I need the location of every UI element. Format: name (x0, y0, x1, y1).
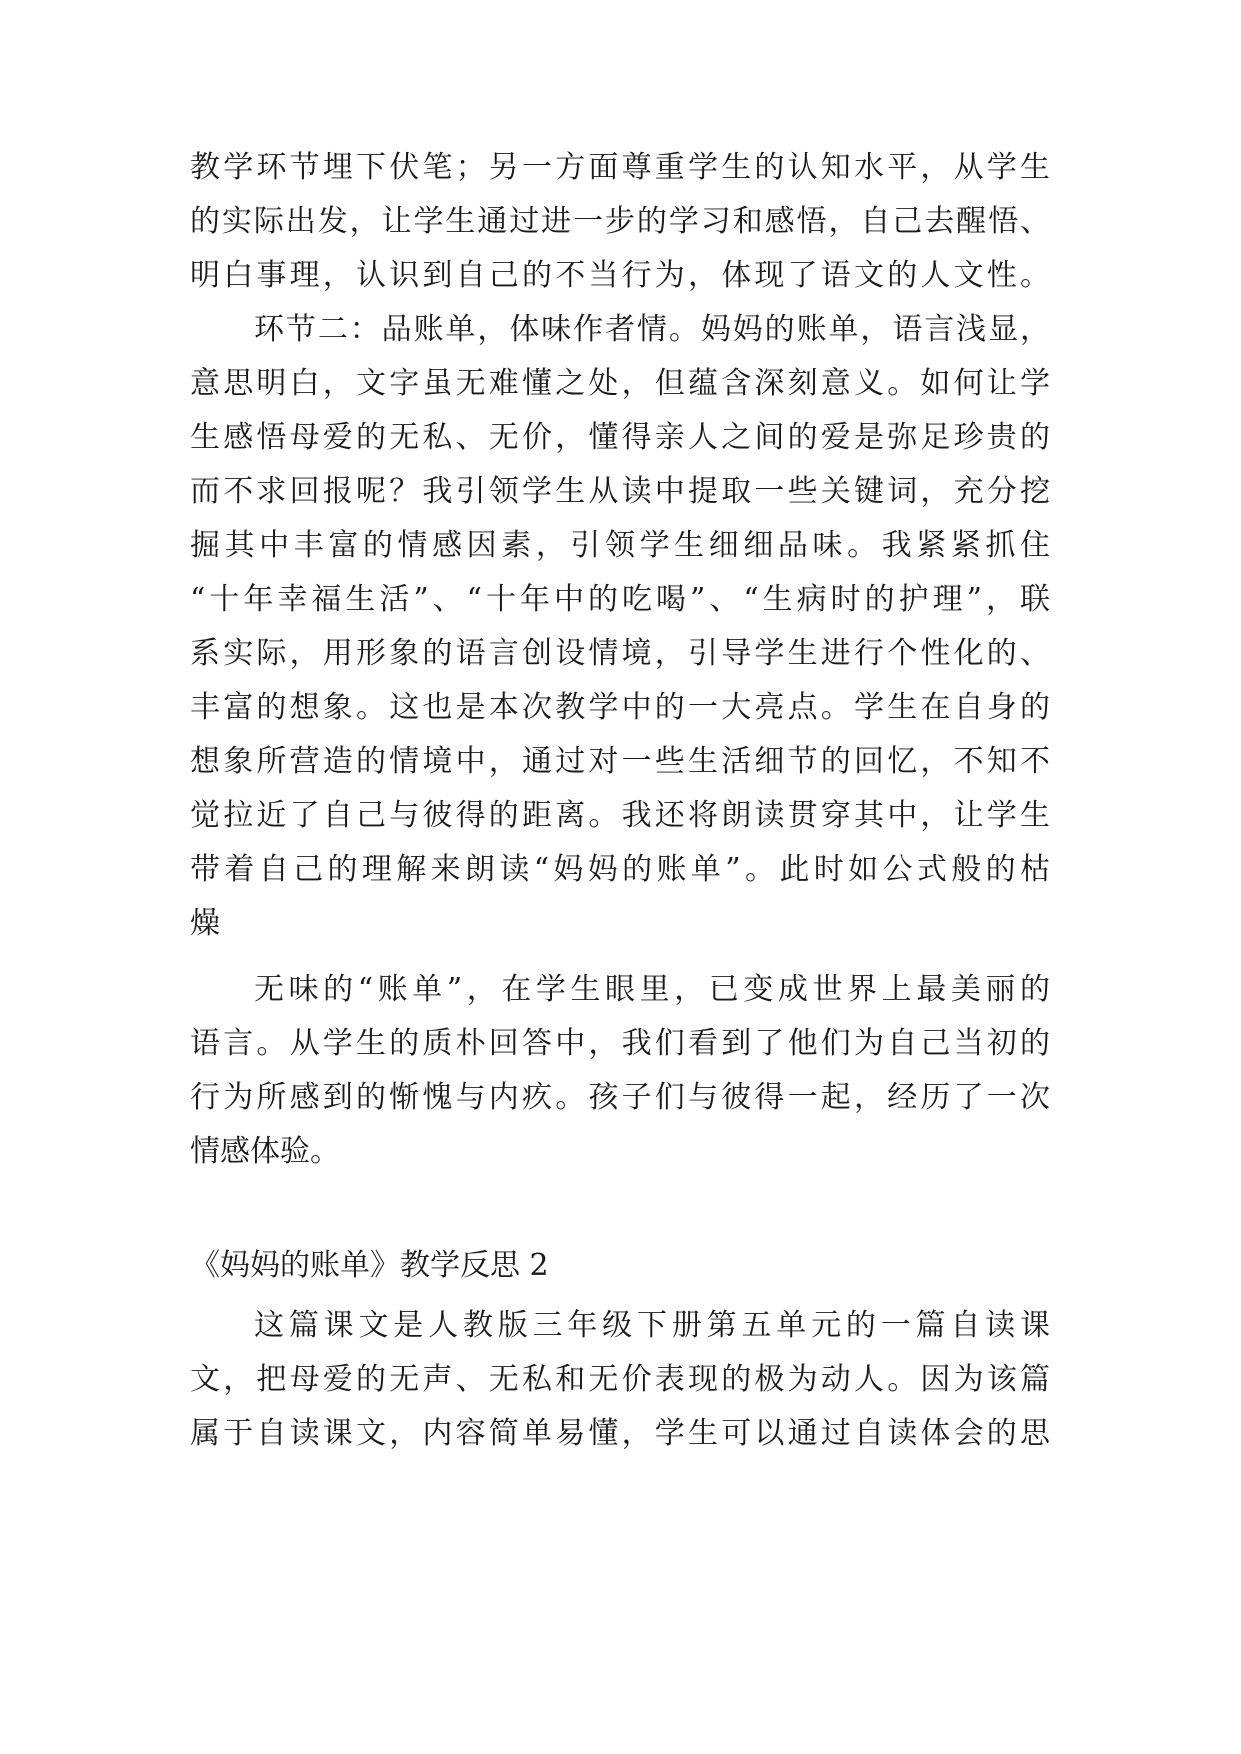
paragraph-line: 带着自己的理解来朗读“妈妈的账单”。此时如公式般的枯 (190, 852, 1050, 887)
paragraph-line: 明白事理，认识到自己的不当行为，体现了语文的人文性。 (190, 258, 1050, 293)
paragraph-line: 情感体验。 (190, 1134, 340, 1169)
paragraph-line: 语言。从学生的质朴回答中，我们看到了他们为自己当初的 (190, 1026, 1050, 1061)
paragraph-line: 意思明白，文字虽无难懂之处，但蕴含深刻意义。如何让学 (190, 366, 1050, 401)
paragraph-line: 这篇课文是人教版三年级下册第五单元的一篇自读课 (254, 1308, 1050, 1343)
paragraph-line: 觉拉近了自己与彼得的距离。我还将朗读贯穿其中，让学生 (190, 798, 1050, 833)
paragraph-line: 丰富的想象。这也是本次教学中的一大亮点。学生在自身的 (190, 690, 1050, 725)
paragraph-line: 教学环节埋下伏笔；另一方面尊重学生的认知水平，从学生 (190, 150, 1050, 185)
paragraph-line: 环节二：品账单，体味作者情。妈妈的账单，语言浅显， (254, 312, 1050, 347)
paragraph-line: 掘其中丰富的情感因素，引领学生细细品味。我紧紧抓住 (190, 528, 1050, 563)
paragraph-line: 无味的“账单”，在学生眼里，已变成世界上最美丽的 (254, 972, 1050, 1007)
section-title: 《妈妈的账单》教学反思 2 (190, 1248, 549, 1283)
paragraph-line: 想象所营造的情境中，通过对一些生活细节的回忆，不知不 (190, 744, 1050, 779)
paragraph-line: 文，把母爱的无声、无私和无价表现的极为动人。因为该篇 (190, 1362, 1050, 1397)
paragraph-line: 的实际出发，让学生通过进一步的学习和感悟，自己去醒悟、 (190, 204, 1050, 239)
paragraph-line: 生感悟母爱的无私、无价，懂得亲人之间的爱是弥足珍贵的 (190, 420, 1050, 455)
paragraph-line: 而不求回报呢？我引领学生从读中提取一些关键词，充分挖 (190, 474, 1050, 509)
paragraph-line: 行为所感到的惭愧与内疚。孩子们与彼得一起，经历了一次 (190, 1080, 1050, 1115)
paragraph-line: 属于自读课文，内容简单易懂，学生可以通过自读体会的思 (190, 1416, 1050, 1451)
paragraph-line: 系实际，用形象的语言创设情境，引导学生进行个性化的、 (190, 636, 1050, 671)
paragraph-line: “十年幸福生活”、“十年中的吃喝”、“生病时的护理”，联 (190, 582, 1050, 617)
paragraph-line: 燥 (190, 906, 220, 941)
